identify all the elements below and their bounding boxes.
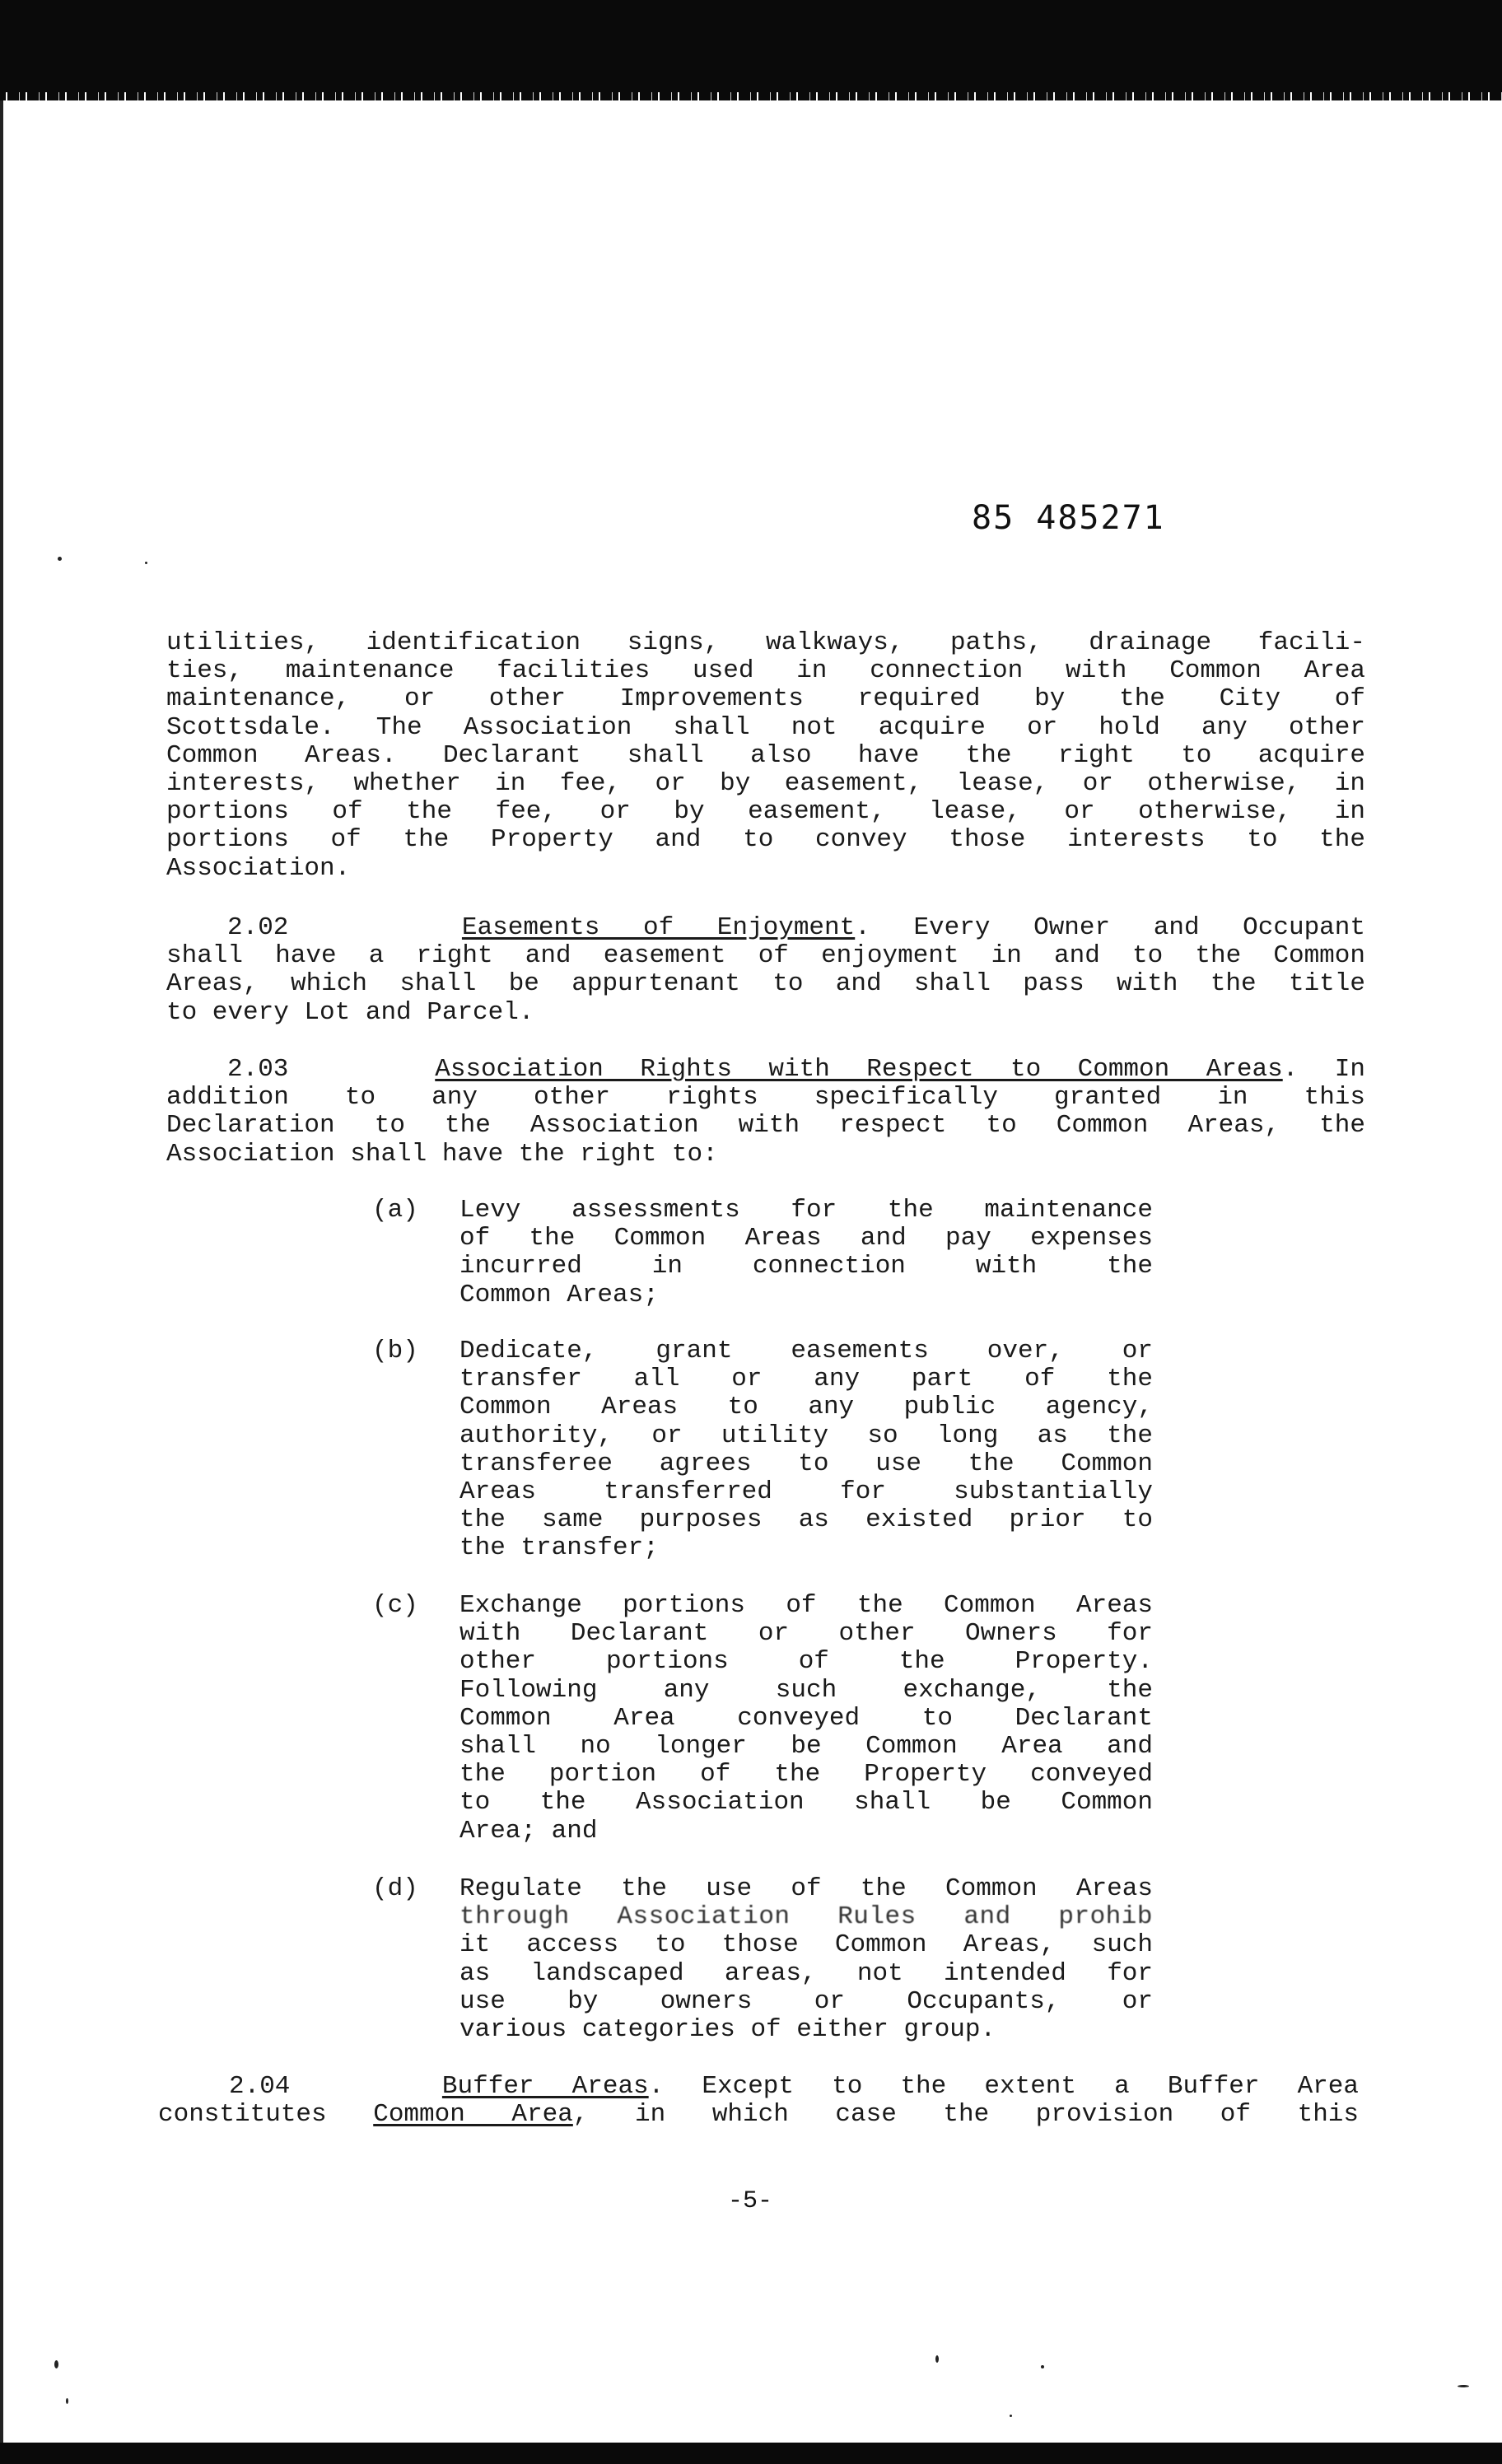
section-2-02-first-line bbox=[166, 914, 1365, 942]
scan-left-edge bbox=[0, 100, 3, 2443]
intro-line: maintenance, or other Improvements required by the City of bbox=[166, 684, 1365, 714]
item-d-text bbox=[459, 1875, 1153, 2044]
intro-line: Association. bbox=[166, 853, 351, 883]
recording-number: 85 485271 bbox=[972, 499, 1165, 537]
item-line: incurred in connection with the bbox=[459, 1252, 1153, 1281]
item-line: the same purposes as existed prior to bbox=[459, 1505, 1153, 1535]
item-line: Common Areas; bbox=[459, 1280, 659, 1309]
item-line: Common Area conveyed to Declarant bbox=[459, 1703, 1153, 1733]
item-line: Area; and bbox=[459, 1816, 598, 1846]
item-label: (b) bbox=[372, 1337, 418, 1365]
section-number: 2.04 bbox=[229, 2072, 291, 2101]
item-line: use by owners or Occupants, or bbox=[459, 1986, 1153, 2016]
item-line: Following any such exchange, the bbox=[459, 1675, 1153, 1705]
section-first-line-rest: . Except to the extent a Buffer Area bbox=[648, 2072, 1359, 2101]
intro-line: portions of the fee, or by easement, lease, or otherwise, in bbox=[166, 797, 1365, 827]
item-line: it access to those Common Areas, such bbox=[459, 1930, 1153, 1960]
section-number: 2.02 bbox=[227, 913, 289, 942]
section-2-04-second-line bbox=[158, 2101, 1359, 2129]
section-heading: Association Rights with Respect to Common Areas bbox=[435, 1055, 1283, 1084]
intro-paragraph bbox=[166, 629, 1365, 883]
section-first-line-rest: . In bbox=[1282, 1055, 1365, 1084]
section-2-02 bbox=[166, 914, 1365, 1027]
item-line: authority, or utility so long as the bbox=[459, 1421, 1153, 1450]
item-line: the portion of the Property conveyed bbox=[459, 1760, 1153, 1790]
line-prefix: constitutes bbox=[158, 2100, 374, 2130]
scan-top-border bbox=[0, 0, 1502, 100]
section-2-03-first-line bbox=[166, 1056, 1365, 1084]
intro-line: ties, maintenance facilities used in connection with Common Area bbox=[166, 656, 1365, 686]
item-line: Areas transferred for substantially bbox=[459, 1477, 1153, 1507]
item-line: with Declarant or other Owners for bbox=[459, 1619, 1153, 1649]
item-b-text bbox=[459, 1337, 1153, 1563]
scan-speck bbox=[1458, 2385, 1469, 2387]
item-line: Common Areas to any public agency, bbox=[459, 1393, 1153, 1422]
item-line: of the Common Areas and pay expenses bbox=[459, 1224, 1153, 1253]
intro-line: Scottsdale. The Association shall not acquire or hold any other bbox=[166, 712, 1365, 742]
section-2-04-first-line bbox=[158, 2073, 1359, 2101]
section-number: 2.03 bbox=[227, 1055, 289, 1084]
item-line: Regulate the use of the Common Areas bbox=[459, 1874, 1153, 1903]
scan-speck bbox=[935, 2355, 939, 2363]
item-a-text bbox=[459, 1197, 1153, 1309]
item-line: Levy assessments for the maintenance bbox=[459, 1196, 1153, 1225]
underlined-term: Common Area bbox=[373, 2100, 573, 2130]
section-heading: Easements of Enjoyment bbox=[461, 913, 856, 942]
section-2-04 bbox=[158, 2073, 1359, 2129]
section-line: shall have a right and easement of enjoyment in and to the Common bbox=[166, 941, 1365, 971]
section-line: addition to any other rights specifically granted in this bbox=[166, 1083, 1365, 1113]
section-heading: Buffer Areas bbox=[441, 2072, 649, 2101]
section-line: to every Lot and Parcel. bbox=[166, 997, 534, 1027]
section-2-03 bbox=[166, 1056, 1365, 1169]
item-line: to the Association shall be Common bbox=[459, 1788, 1153, 1818]
intro-line: interests, whether in fee, or by easement, lease, or otherwise, in bbox=[166, 769, 1365, 799]
intro-line: utilities, identification signs, walkways, paths, drainage facili- bbox=[166, 628, 1365, 657]
section-line: Declaration to the Association with respect to Common Areas, the bbox=[166, 1111, 1365, 1141]
item-line: other portions of the Property. bbox=[459, 1647, 1153, 1677]
section-line: Areas, which shall be appurtenant to and shall pass with the title bbox=[166, 969, 1365, 999]
scan-speck bbox=[145, 562, 147, 564]
section-line: Association shall have the right to: bbox=[166, 1139, 718, 1169]
item-line: shall no longer be Common Area and bbox=[459, 1732, 1153, 1762]
scan-speck bbox=[54, 2360, 58, 2368]
item-line: Exchange portions of the Common Areas bbox=[459, 1591, 1153, 1620]
item-line: transfer all or any part of the bbox=[459, 1365, 1153, 1394]
scan-speck bbox=[58, 557, 62, 561]
scan-bottom-border bbox=[0, 2443, 1502, 2464]
intro-line: portions of the Property and to convey those interests to the bbox=[166, 825, 1365, 855]
item-line: as landscaped areas, not intended for bbox=[459, 1958, 1153, 1988]
item-line: transferee agrees to use the Common bbox=[459, 1449, 1153, 1478]
item-label: (d) bbox=[372, 1874, 418, 1903]
section-first-line-rest: . Every Owner and Occupant bbox=[855, 913, 1365, 942]
item-line: various categories of either group. bbox=[459, 2015, 996, 2045]
item-label: (a) bbox=[372, 1196, 418, 1225]
item-line: Dedicate, grant easements over, or bbox=[459, 1337, 1153, 1365]
line-rest: , in which case the provision of this bbox=[572, 2100, 1359, 2130]
intro-line: Common Areas. Declarant shall also have the right to acquire bbox=[166, 740, 1365, 770]
scan-speck bbox=[66, 2398, 68, 2404]
item-label: (c) bbox=[372, 1591, 418, 1620]
page-number: -5- bbox=[728, 2187, 773, 2215]
item-c-text bbox=[459, 1592, 1153, 1846]
scan-speck bbox=[1010, 2415, 1012, 2417]
scan-fringe bbox=[0, 92, 1502, 100]
scan-speck bbox=[1041, 2365, 1044, 2368]
item-line: the transfer; bbox=[459, 1533, 659, 1563]
item-line-degraded: through Association Rules and prohib bbox=[459, 1902, 1153, 1932]
